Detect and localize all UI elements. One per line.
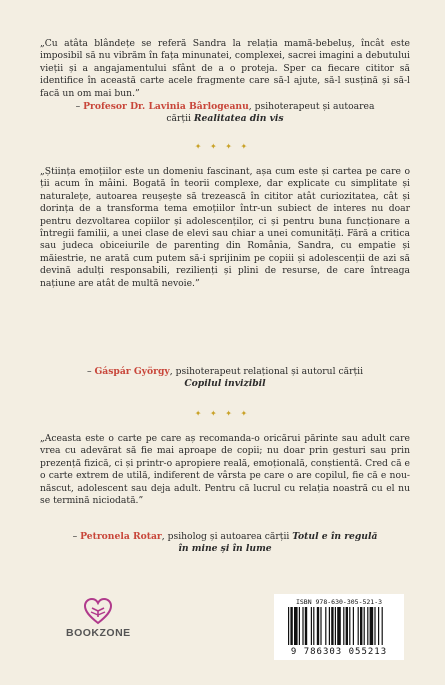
quote-2-text: „Știința emoțiilor este un domeniu fascinant, așa cum este și cartea pe care o ții acum în mâini. Bogată în teorii complexe, dar explicate cu simplitate și naturalețe, autoarea reușește să trezească în cititor atât curiozitatea, cât și dorința de a transforma tema emoțiilor într-un subiect de interes nu doar pentru dezvoltarea copiilor și adolescenților, ci și pentru buna funcționare a întregii familii, a unei clase de elevi sau chiar a unei comunități. Fără a critica sau judeca obiceiurile de parenting din România, Sandra, cu empatie și măiestrie, ne arată cum putem să-i sprijinim pe copiii și adolescenții de azi să devină adulți responsabili, rezilienți și plini de resurse, de care întreaga națiune are atât de multă nevoie.”: [40, 166, 410, 289]
quote-1-author: Profesor Dr. Lavinia Bârlogeanu: [83, 101, 249, 112]
bookzone-heart-icon: [83, 597, 113, 625]
quote-1-book-prefix: cărții: [166, 113, 191, 125]
quote-1-attr-line1: – Profesor Dr. Lavinia Bârlogeanu, psihoterapeut și autoarea: [75, 101, 375, 112]
publisher-logo: [66, 597, 130, 639]
quote-1-attr-line2: [40, 113, 410, 125]
quote-2-attr-line1: – Gáspár György, psihoterapeut relațional și autorul cărții: [86, 366, 364, 377]
barcode-number: 9 786303 055213: [290, 647, 388, 657]
quote-3-attr-line1: – Petronela Rotar, psiholog și autoarea cărții Totul e în regulă: [72, 531, 378, 542]
quote-1-attribution: [40, 101, 410, 126]
quote-2-attr-line2: [40, 378, 410, 390]
quote-2-author: Gáspár György: [94, 366, 170, 377]
quote-3-attr-line2: [40, 543, 410, 555]
quote-2-role: , psihoterapeut relațional și autorul cărții: [169, 366, 364, 377]
quote-3-book-line2: în mine și în lume: [178, 543, 272, 555]
quote-3-author: Petronela Rotar: [80, 531, 162, 542]
quote-2-attribution: [40, 366, 410, 391]
quote-3-attribution: [40, 531, 410, 556]
quote-1-role: , psihoterapeut și autoarea: [248, 101, 375, 112]
quote-1-text: „Cu atâta blândețe se referă Sandra la relația mamă-bebeluș, încât este imposibil să nu vibrăm în fața minunatei, complexei, sacrei imagini a debutului vieții și a angajamentului sfânt de a o proteja. Sper ca fiecare cititor să identifice în această carte acele fragmente care să-l ajute, să-l susțină și să-l facă un om mai bun.”: [40, 38, 410, 99]
quote-3-role: , psiholog și autoarea cărții: [161, 531, 290, 542]
separator-stars-1: ✦ ✦ ✦ ✦: [194, 142, 251, 151]
quote-2-book: Copilul invizibil: [184, 378, 266, 390]
quote-3-book: Totul e în regulă: [292, 531, 378, 542]
separator-stars-2: ✦ ✦ ✦ ✦: [194, 409, 251, 418]
isbn-text: ISBN 978-630-305-521-3: [295, 598, 383, 606]
barcode-block: [274, 594, 404, 660]
publisher-name: BOOKZONE: [66, 627, 131, 639]
quote-1-book: Realitatea din vis: [193, 113, 284, 125]
quote-3-text: „Aceasta este o carte pe care aș recomanda-o oricărui părinte sau adult care vrea cu adevărat să fie mai aproape de copii; nu doar prin gesturi sau prin prezență fizică, ci și printr-o apropiere reală, emoțională, conștientă. Cred că e o carte extrem de utilă, indiferent de vârsta pe care o are copilul, fie că e nou-născut, adolescent sau deja adult. Pentru că lucrul cu relația noastră cu el nu se termină niciodată.”: [40, 433, 410, 507]
